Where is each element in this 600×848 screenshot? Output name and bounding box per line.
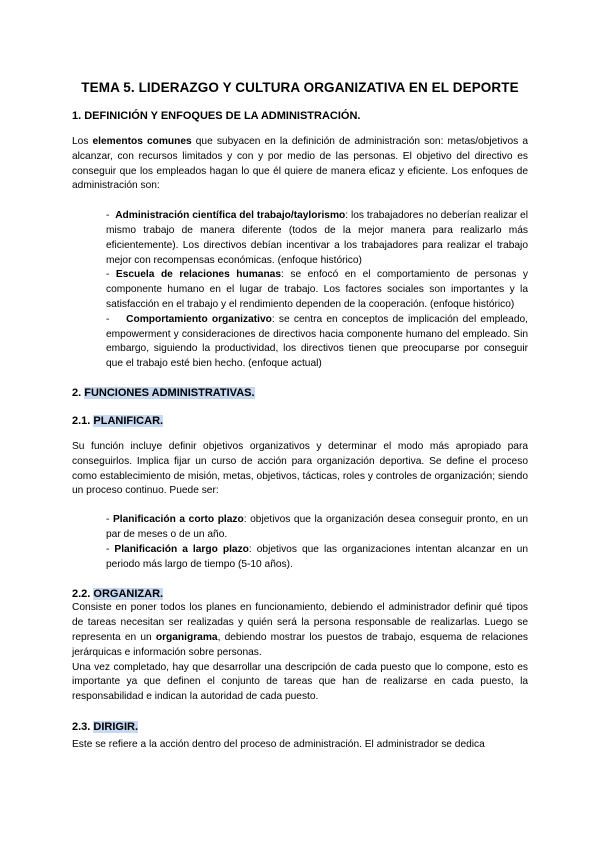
section-2-heading: 2. FUNCIONES ADMINISTRATIVAS. <box>72 386 255 399</box>
section-2-1-body: Su función incluye definir objetivos organizativos y determinar el modo más apropiado para conseguirlos. Implica fijar un curso de acción para organización deportiva. Se define el proceso como establecimiento de misión, metas, objetivos, tácticas, roles y controles de organización; siendo un proceso continuo. Puede ser: <box>72 440 528 497</box>
section-2-2-heading: 2.2. ORGANIZAR. <box>72 588 164 601</box>
bold-term: elementos comunes <box>92 136 192 147</box>
document-page <box>72 80 528 753</box>
section-2-2-body-1: Consiste en poner todos los planes en funcionamiento, debiendo el administrador definir qué tipos de tareas necesitan ser realizadas y quién será la persona responsable de realizarlas. Luego se representa en un organigrama, debiendo mostrar los puestos de trabajo, esquema de relaciones jerárquicas e información sobre personas. <box>72 602 529 658</box>
section-2-3-body: Este se refiere a la acción dentro del proceso de administración. El administrador se dedica <box>72 738 485 750</box>
list-item: - Administración científica del trabajo/taylorismo: los trabajadores no deberían realizar el mismo trabajo de manera diferente (todos de la mejor manera para realizarlo más eficientemente). Los directivos debían incentivar a los trabajadores para realizar el trabajo mejor con recompensas económicas. (enfoque histórico) <box>106 210 528 266</box>
list-item: - Planificación a largo plazo: objetivos que las organizaciones intentan alcanzar en un periodo más largo de tiempo (5-10 años). <box>106 543 528 570</box>
list-item: - Comportamiento organizativo: se centra en conceptos de implicación del empleado, empowerment y consideraciones de directivos hacia componente humano del empleado. Sin embargo, siguiendo la productividad, los directivos tienen que preocuparse por conseguir que el trabajo esté bien hecho. (enfoque actual) <box>106 313 528 370</box>
section-2-3-heading: 2.3. DIRIGIR. <box>72 720 139 733</box>
document-title: TEMA 5. LIDERAZGO Y CULTURA ORGANIZATIVA EN EL DEPORTE <box>81 80 519 95</box>
planning-list <box>106 513 528 572</box>
section-2-1-heading: 2.1. PLANIFICAR. <box>72 414 164 427</box>
section-2-2-body-2: Una vez completado, hay que desarrollar una descripción de cada puesto que lo compone, esto es importante ya que definen el conjunto de tareas que han de realizarse en cada puesto, la responsabilidad e indican la autoridad de cada puesto. <box>72 661 528 703</box>
list-item: - Planificación a corto plazo: objetivos que la organización desea conseguir pronto, en un par de meses o de un año. <box>106 514 528 540</box>
section-1-heading: 1. DEFINICIÓN Y ENFOQUES DE LA ADMINISTRACIÓN. <box>72 110 361 122</box>
section-1-intro: Los elementos comunes que subyacen en la definición de administración son: metas/objetivos a alcanzar, con recursos limitados y con y por medio de las personas. El objetivo del directivo es conseguir que los empleados hagan lo que él quiere de manera eficaz y eficiente. Los enfoques de administración son: <box>72 136 528 192</box>
list-item: - Escuela de relaciones humanas: se enfocó en el comportamiento de personas y componente humano en el lugar de trabajo. Los factores sociales son importantes y la satisfacción en el trabajo y el rendimiento dependen de la cooperación. (enfoque histórico) <box>106 269 528 310</box>
approaches-list <box>106 209 528 372</box>
